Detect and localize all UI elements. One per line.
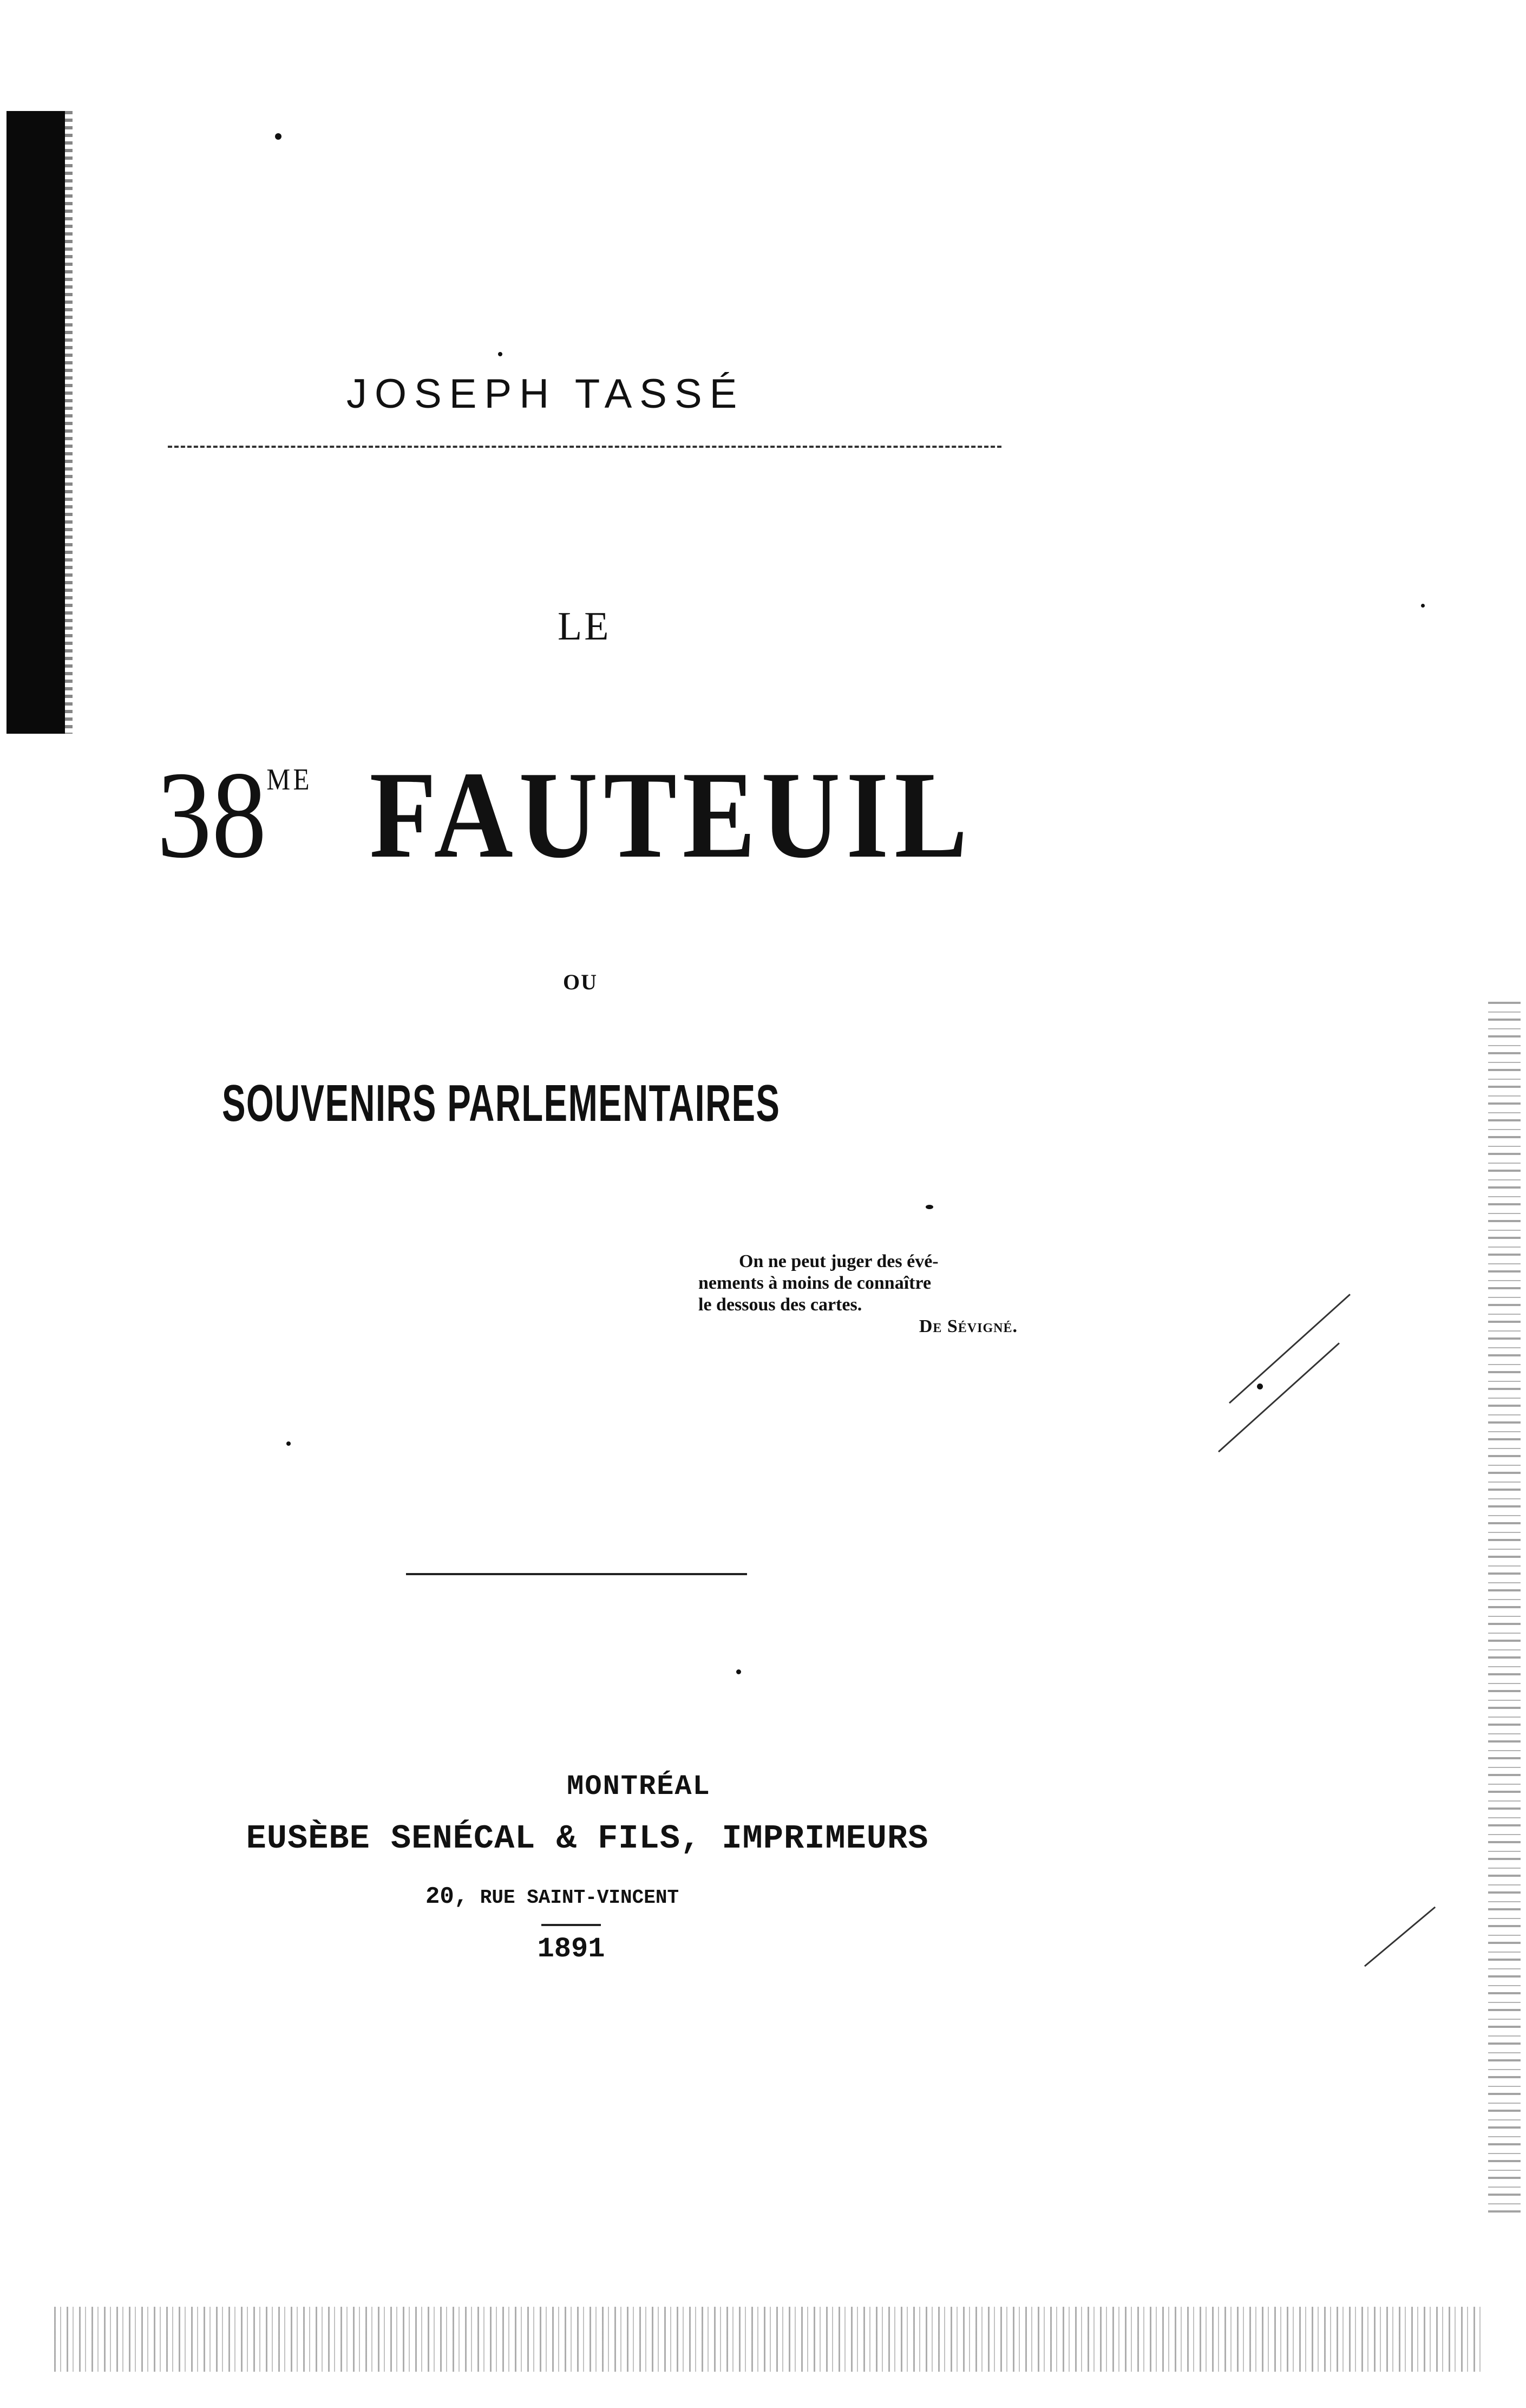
author-rule (168, 446, 1001, 448)
epigraph (698, 1251, 1034, 1337)
title-number-suffix: ME (266, 763, 312, 797)
divider-rule (406, 1573, 747, 1575)
imprint-street: RUE SAINT-VINCENT (480, 1887, 679, 1909)
scan-speck (275, 133, 281, 140)
binding-strip (6, 111, 65, 734)
epigraph-line: On ne peut juger des évé- (739, 1251, 939, 1271)
scan-speck (498, 352, 502, 356)
page-edge-right (1488, 1002, 1521, 2220)
epigraph-line: nements à moins de connaître (698, 1273, 932, 1293)
title-conjunction: OU (563, 970, 598, 994)
imprint-address (390, 1883, 715, 1910)
epigraph-attribution: De Sévigné. (919, 1316, 1018, 1336)
imprint-street-number: 20, (425, 1883, 469, 1910)
subtitle: SOUVENIRS PARLEMENTAIRES (222, 1074, 781, 1132)
scan-speck (736, 1669, 741, 1674)
title-article: LE (558, 604, 611, 649)
main-title (157, 746, 973, 884)
binding-edge (65, 111, 73, 734)
scan-speck (1421, 604, 1425, 608)
imprint-city: MONTRÉAL (567, 1771, 711, 1803)
page-edge-bottom (54, 2307, 1483, 2372)
imprint-rule (541, 1924, 601, 1926)
imprint-publisher: EUSÈBE SENÉCAL & FILS, IMPRIMEURS (246, 1819, 929, 1858)
scan-speck (926, 1205, 933, 1209)
title-number: 38 (157, 746, 267, 884)
imprint-year: 1891 (537, 1933, 605, 1965)
scan-speck (1257, 1384, 1263, 1389)
scan-speck (286, 1441, 291, 1446)
author-name: JOSEPH TASSÉ (346, 371, 745, 417)
scan-mark (1364, 1907, 1436, 1967)
title-word: FAUTEUIL (369, 746, 973, 884)
epigraph-line: le dessous des cartes. (698, 1295, 862, 1315)
